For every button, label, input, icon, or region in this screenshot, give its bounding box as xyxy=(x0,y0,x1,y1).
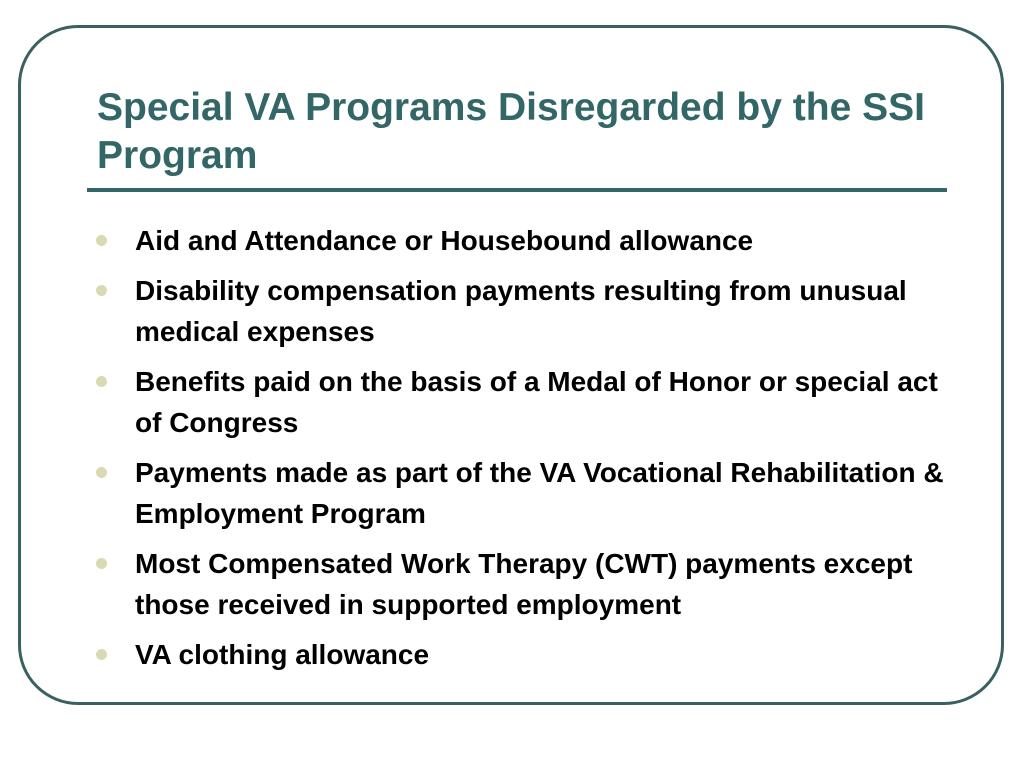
bullet-text: VA clothing allowance xyxy=(135,639,430,670)
bullet-text: Payments made as part of the VA Vocational Rehabilitation & Employment Program xyxy=(135,457,944,529)
bullet-list xyxy=(96,220,956,684)
bullet-item xyxy=(96,452,956,534)
title-divider xyxy=(87,188,947,192)
bullet-dot-icon xyxy=(96,376,107,387)
bullet-item xyxy=(96,543,956,625)
bullet-dot-icon xyxy=(96,285,107,296)
bullet-dot-icon xyxy=(96,558,107,569)
bullet-text: Most Compensated Work Therapy (CWT) payments except those received in supported employment xyxy=(135,548,913,620)
bullet-dot-icon xyxy=(96,467,107,478)
bullet-item xyxy=(96,634,956,675)
bullet-dot-icon xyxy=(96,235,107,246)
bullet-item xyxy=(96,361,956,443)
bullet-item xyxy=(96,220,956,261)
bullet-dot-icon xyxy=(96,649,107,660)
bullet-item xyxy=(96,270,956,352)
bullet-text: Aid and Attendance or Housebound allowance xyxy=(135,225,754,256)
slide-title: Special VA Programs Disregarded by the SSI Program xyxy=(97,86,925,177)
bullet-text: Benefits paid on the basis of a Medal of Honor or special act of Congress xyxy=(135,366,938,438)
bullet-text: Disability compensation payments resulting from unusual medical expenses xyxy=(135,275,907,347)
